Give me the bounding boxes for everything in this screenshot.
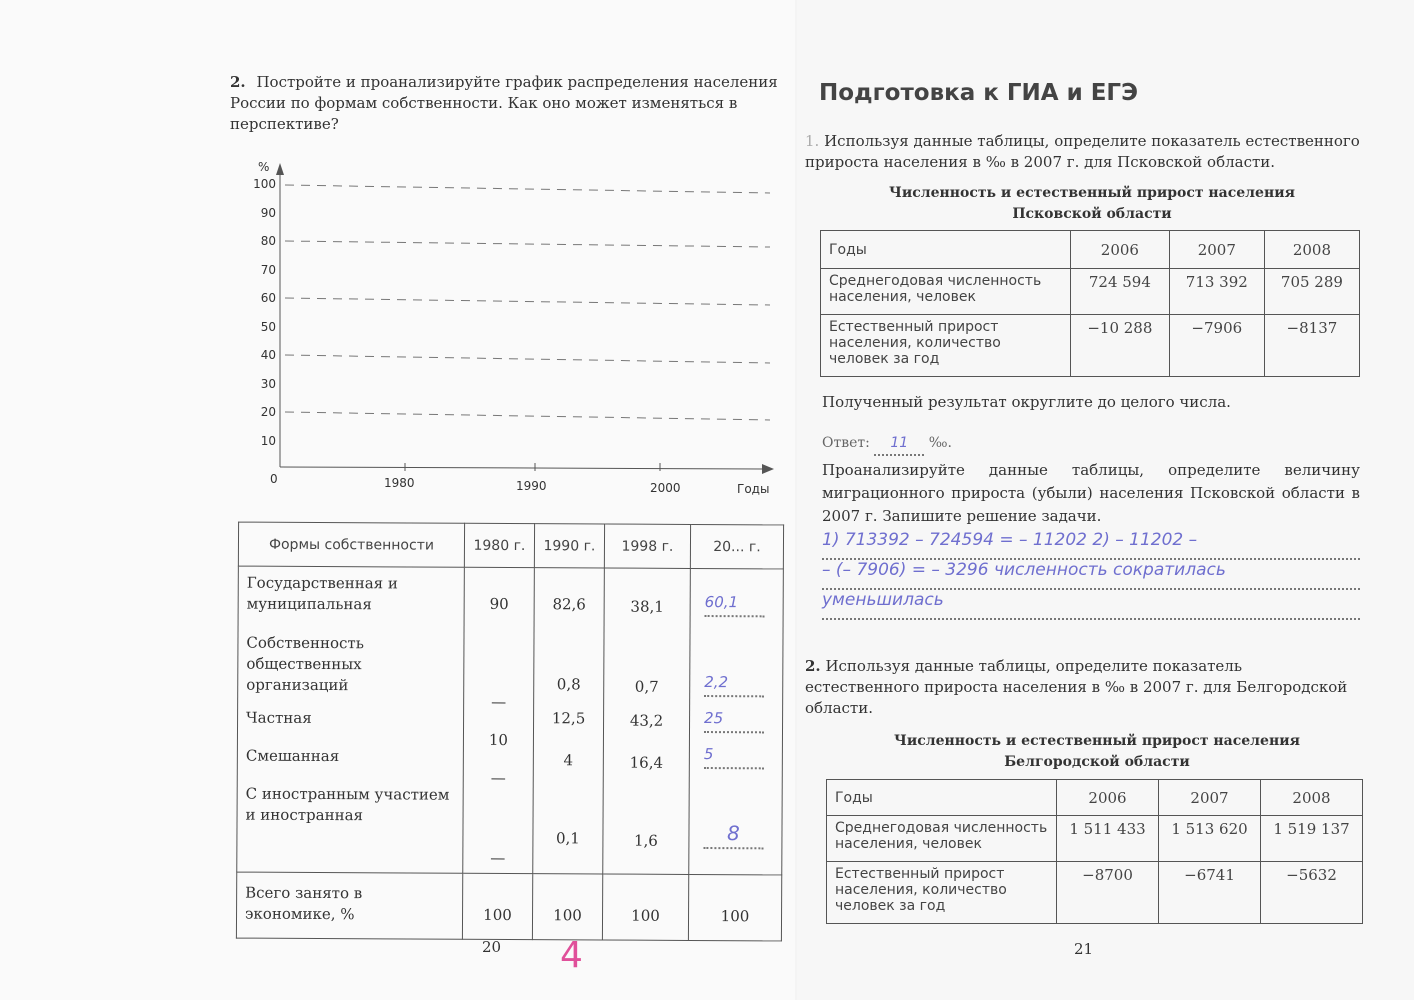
cell: 38,1 <box>630 597 664 616</box>
cell: 100 <box>688 874 781 940</box>
blank-chart <box>240 155 780 500</box>
task-number: 1. <box>805 132 820 150</box>
cell: 0,1 <box>555 829 580 848</box>
task-2 <box>805 656 1360 719</box>
answer-field[interactable]: 5 <box>704 745 764 769</box>
col-header: 2008 <box>1264 231 1359 269</box>
table-title: Численность и естественный прирост населения Белгородской области <box>894 733 1300 770</box>
y-tick: 70 <box>260 262 276 277</box>
y-tick: 60 <box>260 291 276 305</box>
table-title: Численность и естественный прирост населения Псковской области <box>889 185 1295 222</box>
cell: 1 519 137 <box>1261 816 1363 862</box>
col-header: 1998 г. <box>604 524 690 568</box>
x-arrow-icon <box>762 464 774 474</box>
cell: 1 511 433 <box>1057 816 1159 862</box>
task-number: 2. <box>805 657 821 675</box>
round-note: Полученный результат округлите до целого числа. <box>822 393 1231 411</box>
row-label: Естественный прирост населения, количество человек за год <box>821 315 1071 377</box>
y-tick: 30 <box>260 376 276 391</box>
col-header: 20... г. <box>690 524 783 568</box>
cell: 100 <box>602 874 688 940</box>
cell: 4 <box>563 751 574 770</box>
row-label: Естественный прирост населения, количество человек за год <box>827 862 1057 924</box>
ownership-table <box>236 522 784 942</box>
solution-line[interactable]: уменьшилась <box>822 590 1360 620</box>
cell: 10 <box>488 730 509 749</box>
solution-line[interactable]: – (– 7906) = – 3296 численность сократилась <box>822 560 1360 590</box>
cell: 12,5 <box>551 709 586 728</box>
task-2 <box>230 72 795 135</box>
table-body <box>237 566 784 875</box>
cell: 90 <box>489 594 509 613</box>
cell: 100 <box>532 874 602 940</box>
col-header: 2006 <box>1071 231 1170 269</box>
row-label: Частная <box>246 708 312 727</box>
cell: −8137 <box>1264 315 1359 377</box>
cell: 1 513 620 <box>1159 816 1261 862</box>
y-tick: 50 <box>260 319 276 334</box>
cell: 1,6 <box>633 831 658 850</box>
row-label: С иностранным участием и иностранная <box>245 784 450 825</box>
col-header: 1980 г. <box>464 523 534 567</box>
cell: 82,6 <box>552 595 586 614</box>
answer-field[interactable]: 2,2 <box>704 673 764 697</box>
col-header: 2006 <box>1057 780 1159 816</box>
x-tick: 1990 <box>516 479 547 493</box>
right-page <box>797 0 1414 1000</box>
answer-field[interactable]: 8 <box>703 821 763 849</box>
y-tick: 10 <box>260 433 276 448</box>
cell: 713 392 <box>1169 269 1264 315</box>
cell: — <box>490 848 506 867</box>
answer-field[interactable]: 25 <box>704 709 764 733</box>
page-number: 20 <box>482 938 502 956</box>
x-tick: 2000 <box>650 481 681 495</box>
answer-field[interactable]: 11 <box>874 433 924 456</box>
x-label: Годы <box>737 482 770 496</box>
y-tick: 90 <box>260 205 276 220</box>
total-row <box>236 872 781 941</box>
cell: 724 594 <box>1071 269 1170 315</box>
cell: 705 289 <box>1264 269 1359 315</box>
col-header: Годы <box>827 780 1057 816</box>
answer-line <box>822 433 952 456</box>
task-text: Постройте и проанализируйте график распределения населения России по формам собственности. Как оно может изменяться в перспективе? <box>230 73 778 133</box>
row-label: Среднегодовая численность населения, человек <box>821 269 1071 315</box>
task-text: Используя данные таблицы, определите показатель естественного прироста населения в ‰ в 2007 г. для Псковской области. <box>805 132 1360 171</box>
x-axis <box>280 467 770 469</box>
col-header: 1990 г. <box>534 524 604 568</box>
task-1 <box>805 131 1360 173</box>
row-label: Среднегодовая численность населения, человек <box>827 816 1057 862</box>
row-label: Всего занято в экономике, % <box>236 872 462 939</box>
y-tick: 20 <box>260 405 276 419</box>
page-number: 21 <box>1074 940 1094 958</box>
y-tick: 80 <box>260 234 276 248</box>
answer-unit: ‰. <box>928 435 953 451</box>
cell: −8700 <box>1057 862 1159 924</box>
y-tick: 40 <box>260 348 276 362</box>
col-header: 2007 <box>1159 780 1261 816</box>
pskov-table <box>820 230 1360 377</box>
y-unit: % <box>258 160 270 174</box>
answer-field[interactable]: 60,1 <box>705 593 765 617</box>
grade-mark: 4 <box>560 935 583 976</box>
row-label: Собственность общественных организаций <box>246 633 364 695</box>
cell: 0,8 <box>556 675 581 694</box>
cell: −5632 <box>1261 862 1363 924</box>
y-tick: 100 <box>253 177 276 191</box>
x-tick: 1980 <box>384 476 415 490</box>
solution-area[interactable] <box>822 530 1360 620</box>
solution-line[interactable]: 1) 713392 – 724594 = – 11202 2) – 11202 – <box>822 530 1360 560</box>
cell: — <box>490 768 506 787</box>
cell: 43,2 <box>629 711 664 730</box>
y-ticks <box>248 177 276 462</box>
answer-label: Ответ: <box>822 435 870 451</box>
y-arrow-icon <box>276 163 284 175</box>
cell: 100 <box>462 873 532 939</box>
task-number: 2. <box>230 73 246 91</box>
cell: — <box>491 692 507 711</box>
belgorod-table <box>826 779 1363 924</box>
cell: −10 288 <box>1071 315 1170 377</box>
col-header: Годы <box>821 231 1071 269</box>
col-header: 2008 <box>1261 780 1363 816</box>
cell: −7906 <box>1169 315 1264 377</box>
task-text: Проанализируйте данные таблицы, определите величину миграционного прироста (убыли) населения Псковской области в 2007 г. Запишите решение задачи. <box>822 461 1360 525</box>
origin-label: 0 <box>270 472 278 486</box>
cell: 16,4 <box>629 753 664 772</box>
cell: 0,7 <box>634 677 659 696</box>
col-header: 2007 <box>1169 231 1264 269</box>
row-label: Государственная и муниципальная <box>246 573 398 614</box>
row-label: Смешанная <box>245 746 340 766</box>
task-text: Используя данные таблицы, определите показатель естественного прироста населения в ‰ в 2007 г. для Белгородской области. <box>805 657 1348 717</box>
cell: −6741 <box>1159 862 1261 924</box>
section-heading: Подготовка к ГИА и ЕГЭ <box>819 80 1138 106</box>
col-header: Формы собственности <box>238 522 464 567</box>
